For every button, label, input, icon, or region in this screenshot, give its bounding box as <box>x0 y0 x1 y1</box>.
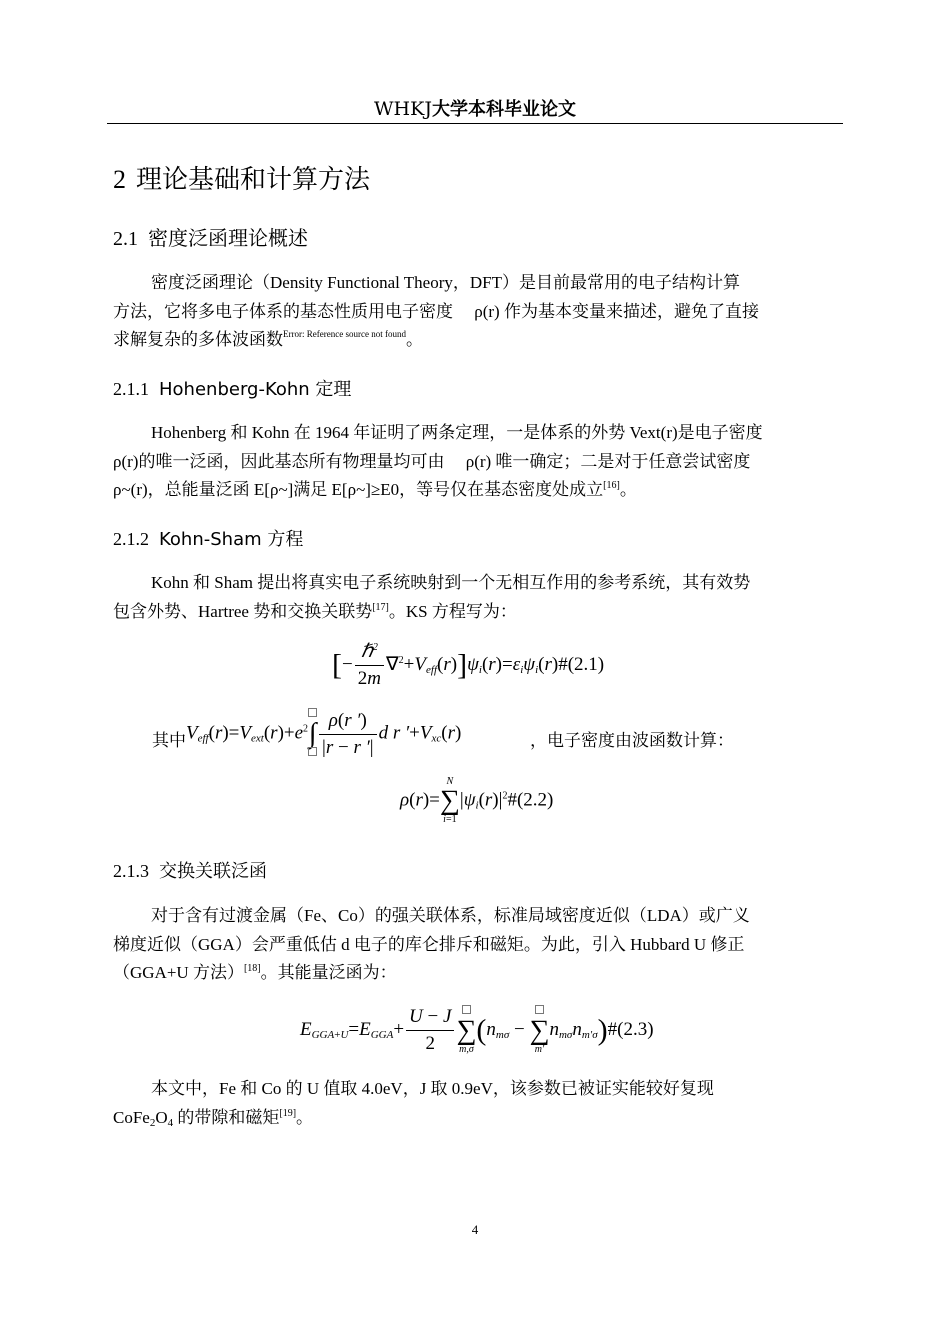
text-line: 密度泛函理论（Density Functional Theory，DFT）是目前最常用的电子结构计算 <box>151 273 740 292</box>
text-line: 梯度近似（GGA）会严重低估 d 电子的库仑排斥和磁矩。为此，引入 Hubbard U 修正 <box>113 934 745 954</box>
text-line: $CoFe_2O_4$ 的带隙和磁矩[19]。 <box>113 1107 314 1129</box>
citation: [19] <box>279 1107 297 1119</box>
equation-tag: #(2.2) <box>507 789 554 811</box>
text-line: Kohn 和 Sham 提出将真实电子系统映射到一个无相互作用的参考系统，其有效势 <box>151 573 751 592</box>
equation-2-1: [− $\frac{\hbar^2}{2m}$ $\nabla^2+V_{eff}(r)]\psi_i(r)=\varepsilon_i\psi_i(r)\#(2.1)$ <box>332 641 605 689</box>
page-number: 4 <box>471 1222 479 1237</box>
header-rule <box>107 123 843 124</box>
section-2-1-1-paragraph <box>113 419 837 505</box>
section-2-1-2-paragraph <box>113 569 837 626</box>
text-line: ρ(r)的唯一泛函，因此基态所有物理量均可由 ρ(r) 唯一确定；二是对于任意尝试密度 <box>113 451 751 471</box>
running-header <box>107 96 843 122</box>
text-line: 求解复杂的多体波函数$^{Error: Reference source not found}$。 <box>113 329 423 349</box>
text-line: 对于含有过渡金属（Fe、Co）的强关联体系，标准局域密度近似（LDA）或广义 <box>151 906 750 925</box>
section-2-1-2-heading: 2.1.2 Kohn-Sham 方程 <box>113 529 304 550</box>
text-line: ρ~(r)，总能量泛函 E[ρ~]满足 E[ρ~]≥E0，等号仅在基态密度处成立[16]。 <box>113 480 637 499</box>
reference-error: Error: Reference source not found <box>283 329 406 339</box>
equation-tag: #(2.1) <box>558 653 605 675</box>
equation-veff: $V_{eff}(r)=V_{ext}(r)+e^2$ ∫ $\frac{\rho(r ')}{|r - r '|}$ d r $'+V_{xc}(r)$ <box>186 709 462 758</box>
equation-2-3: $E_{GGA+U}=E_{GGA}+$ $\frac{U - J}{2}$ ∑ m,σ ($n_{m\sigma}$ − ∑ m′ $n_{m\sigma}n_{m'\sigma})\#(2.3)$ <box>300 1006 654 1055</box>
section-2-1-3-heading: 2.1.3 交换关联泛函 <box>113 861 267 882</box>
equation-2-2: ρ(r)= N ∑ i=1 $|\psi_i(r)|^2\#(2.2)$ <box>400 776 554 825</box>
text-line: 包含外势、Hartree 势和交换关联势[17]。KS 方程写为： <box>113 601 517 621</box>
header-left: WHKJ <box>374 98 432 120</box>
equation-veff-line: 其中 <box>152 731 186 750</box>
text-line: 方法，它将多电子体系的基态性质用电子密度 ρ(r) 作为基本变量来描述，避免了直接 <box>113 301 759 321</box>
text-line: （GGA+U 方法）[18]。其能量泛函为： <box>113 963 397 982</box>
section-2-1-3-paragraph-2 <box>113 1075 837 1132</box>
header-right: 大学本科毕业论文 <box>431 99 576 120</box>
citation: [18] <box>243 963 261 974</box>
section-2-1-1-heading: 2.1.1 Hohenberg-Kohn 定理 <box>113 379 352 400</box>
chapter-title: 2 理论基础和计算方法 <box>113 165 371 195</box>
equation-tag: #(2.3) <box>607 1018 654 1040</box>
section-2-1-paragraph <box>113 269 837 355</box>
citation: [17] <box>372 601 389 613</box>
text-line: 本文中，Fe 和 Co 的 U 值取 4.0eV，J 取 0.9eV，该参数已被证实能较好复现 <box>151 1079 714 1098</box>
section-2-1-heading: 2.1 密度泛函理论概述 <box>113 226 308 250</box>
text-line: Hohenberg 和 Kohn 在 1964 年证明了两条定理，一是体系的外势 Vext(r)是电子密度 <box>151 423 763 442</box>
equation-veff-suffix: ，电子密度由波函数计算： <box>530 731 734 750</box>
section-2-1-3-paragraph <box>113 902 837 988</box>
citation: [16] <box>603 480 620 491</box>
